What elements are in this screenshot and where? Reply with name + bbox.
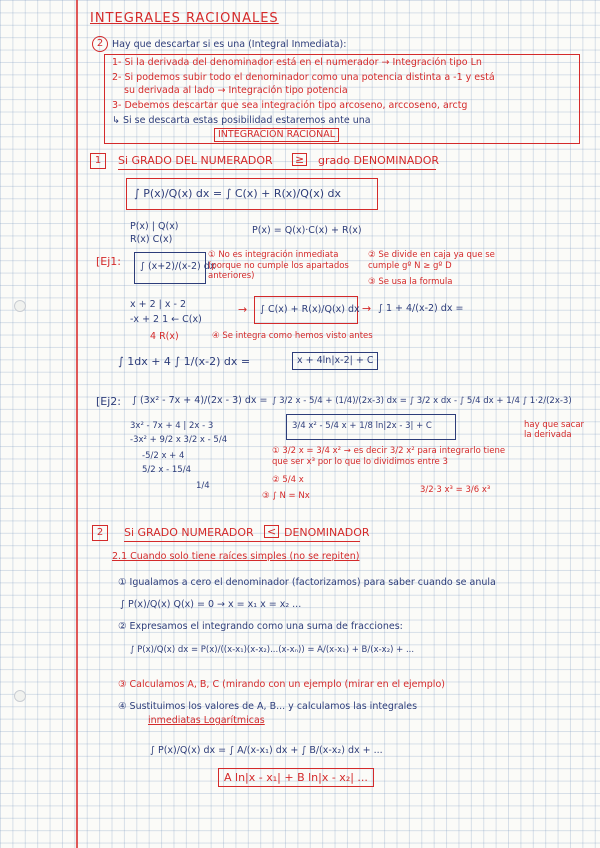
ej2-n3: ③ ∫ N = Nx [262,491,310,501]
intro-badge: 2 [92,36,108,52]
binder-hole [14,690,26,702]
ej1-note2: ② Se divide en caja ya que se cumple gº N ≥ gº D [368,250,495,271]
ej2-side: hay que sacar la derivada [524,420,585,441]
section1-division-a: P(x) | Q(x) [130,221,179,232]
ej2-n1b: 3/2·3 x³ = 3/6 x³ [420,485,491,495]
step4-formula: ∫ P(x)/Q(x) dx = ∫ A/(x-x₁) dx + ∫ B/(x-x₂) dx + ... [150,745,383,756]
ej1-result-int: ∫ 1 + 4/(x-2) dx = [378,303,464,314]
ej1-div1: x + 2 | x - 2 [130,299,187,310]
ej2-div1: 3x² - 7x + 4 | 2x - 3 [130,421,214,431]
ej2-div2: -3x² + 9/2 x 3/2 x - 5/4 [130,435,228,445]
ej1-note4: ④ Se integra como hemos visto antes [212,331,373,341]
ej2-n2: ② 5/4 x [272,475,304,485]
step2-formula: ∫ P(x)/Q(x) dx = P(x)/((x-x₁)(x-x₂)...(x-xₙ)) = A/(x-x₁) + B/(x-x₂) + ... [130,645,415,655]
ej1-note3: ③ Se usa la formula [368,277,453,287]
step2: ② Expresamos el integrando como una suma de fracciones: [118,621,403,632]
ej2-div5: 1/4 [196,481,210,491]
page-title: INTEGRALES RACIONALES [90,11,279,26]
ej2-answer: 3/4 x² - 5/4 x + 1/8 ln|2x - 3| + C [292,421,432,431]
ej1-label: [Ej1: [96,255,122,268]
section1-badge: 1 [90,153,106,169]
arrow: → [238,303,248,316]
ej2-mid: ∫ 3/2 x - 5/4 + (1/4)/(2x-3) dx = ∫ 3/2 x dx - ∫ 5/4 dx + 1/4 ∫ 1·2/(2x-3) [272,396,572,406]
section1-division-b: R(x) C(x) [130,234,173,245]
ej1-div2: -x + 2 1 ← C(x) [130,314,202,325]
ej1-div3: 4 R(x) [150,331,179,342]
section1-heading-post: grado DENOMINADOR [318,154,440,167]
final-answer: A ln|x - x₁| + B ln|x - x₂| ... [218,768,374,787]
ej1-note1: ① No es integración inmediata (porque no cumple los apartados anteriores) [208,250,349,282]
section2-badge: 2 [92,525,108,541]
ej2-div4: 5/2 x - 15/4 [142,465,191,475]
arrow: → [362,302,372,315]
step4b: inmediatas Logarítmicas [148,715,265,726]
ej1-integral: ∫ (x+2)/(x-2) dx [140,261,216,272]
step4a: ④ Sustituimos los valores de A, B... y calculamos las integrales [118,701,418,712]
intro-line1: 1- Si la derivada del denominador está en el numerador → Integración tipo Ln [112,57,482,68]
intro-line3: 3- Debemos descartar que sea integración tipo arcoseno, arccoseno, arctg [112,100,468,111]
ej2-label: [Ej2: [96,395,122,408]
section1-heading-sym: ≥ [292,153,307,166]
section2-underline [124,541,360,542]
ej2-div3: -5/2 x + 4 [142,451,185,461]
ej2-integral: ∫ (3x² - 7x + 4)/(2x - 3) dx = [132,395,268,406]
step1: ① Igualamos a cero el denominador (factorizamos) para saber cuando se anula [118,577,496,588]
intro-line0: Hay que descartar si es una (Integral Inmediata): [112,39,347,50]
ej1-answer: x + 4ln|x-2| + C [292,352,378,370]
ej1-line: ∫ 1dx + 4 ∫ 1/(x-2) dx = [118,355,251,368]
section1-formula: ∫ P(x)/Q(x) dx = ∫ C(x) + R(x)/Q(x) dx [134,187,342,200]
binder-hole [14,300,26,312]
step3: ③ Calculamos A, B, C (mirando con un ejemplo (mirar en el ejemplo) [118,679,445,690]
intro-line4a: ↳ Si se descarta estas posibilidad estaremos ante una [112,115,371,126]
section2-heading-pre: Si GRADO NUMERADOR [124,526,254,539]
intro-line4b: INTEGRACIÓN RACIONAL [214,128,339,142]
section2-heading-sym: < [264,525,279,538]
intro-line2a: 2- Si podemos subir todo el denominador como una potencia distinta a -1 y está [112,72,495,83]
ej1-formula: ∫ C(x) + R(x)/Q(x) dx [260,304,360,315]
section1-division-result: P(x) = Q(x)·C(x) + R(x) [252,225,362,236]
section2-heading-post: DENOMINADOR [284,526,370,539]
step1-formula: ∫ P(x)/Q(x) Q(x) = 0 → x = x₁ x = x₂ ... [120,599,302,610]
section1-heading-pre: Si GRADO DEL NUMERADOR [118,154,273,167]
intro-line2b: su derivada al lado → Integración tipo potencia [124,85,348,96]
ej2-n1: ① 3/2 x = 3/4 x² → es decir 3/2 x² para integrarlo tiene que ser x³ por lo que lo dividimos entre 3 [272,446,506,468]
margin-line [76,0,78,848]
section2-sub: 2.1 Cuando solo tiene raíces simples (no se repiten) [112,551,360,562]
section1-underline [118,169,436,170]
